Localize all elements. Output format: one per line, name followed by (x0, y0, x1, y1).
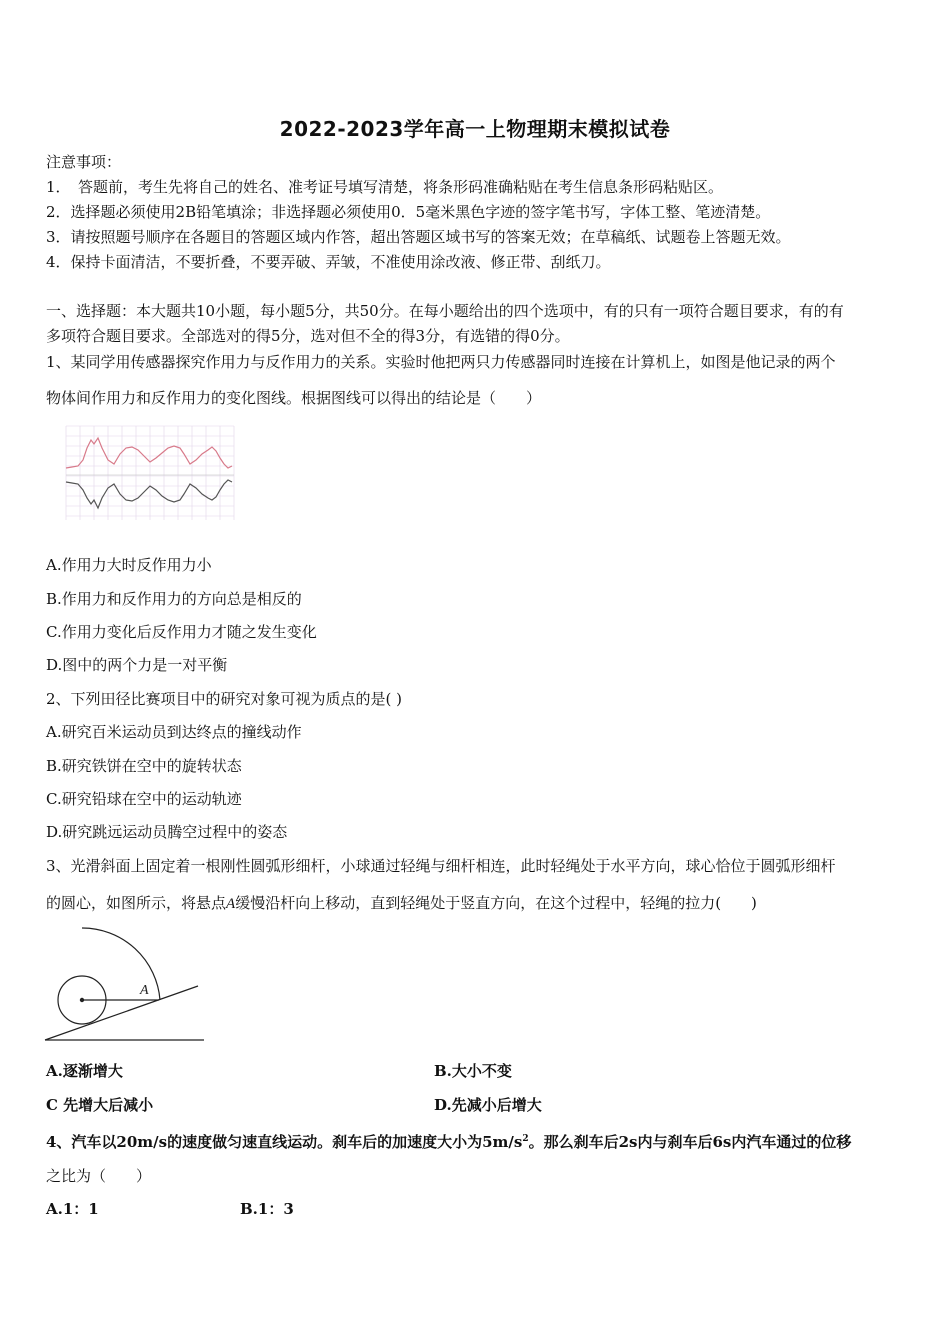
q3-option-b: B.大小不变 (434, 1062, 512, 1080)
q4-stem-part: 。那么刹车后2s内与刹车后6s内汽车通过的位移 (528, 1133, 852, 1151)
q1-option-b: B.作用力和反作用力的方向总是相反的 (46, 590, 302, 608)
question-2-stem: 2、下列田径比赛项目中的研究对象可视为质点的是( ) (46, 690, 403, 708)
q1-option-a: A.作用力大时反作用力小 (46, 556, 212, 574)
q2-option-b: B.研究铁饼在空中的旋转状态 (46, 757, 242, 775)
question-1-stem: 物体间作用力和反作用力的变化图线。根据图线可以得出的结论是（ ） (46, 389, 542, 407)
notice-item: 3．请按照题号顺序在各题目的答题区域内作答，超出答题区域书写的答案无效；在草稿纸、试题卷上答题无效。 (46, 228, 791, 246)
q3-stem-part: 缓慢沿杆向上移动，直到轻绳处于竖直方向，在这个过程中，轻绳的拉力( ) (235, 894, 757, 912)
q4-option-a: A.1：1 (46, 1200, 99, 1218)
q4-option-b: B.1：3 (240, 1200, 294, 1218)
notice-heading: 注意事项： (46, 153, 122, 171)
notice-item: 1． 答题前，考生先将自己的姓名、准考证号填写清楚，将条形码准确粘贴在考生信息条形码粘贴区。 (46, 178, 724, 196)
question-3-stem: 3、光滑斜面上固定着一根刚性圆弧形细杆，小球通过轻绳与细杆相连，此时轻绳处于水平方向，球心恰位于圆弧形细杆 (46, 857, 836, 875)
question-1-stem: 1、某同学用传感器探究作用力与反作用力的关系。实验时他把两只力传感器同时连接在计算机上，如图是他记录的两个 (46, 353, 836, 371)
section-intro-line: 一、选择题：本大题共10小题，每小题5分，共50分。在每小题给出的四个选项中，有的只有一项符合题目要求，有的有 (46, 302, 844, 320)
notice-item: 4．保持卡面清洁，不要折叠，不要弄破、弄皱，不准使用涂改液、修正带、刮纸刀。 (46, 253, 611, 271)
q3-option-d: D.先减小后增大 (434, 1096, 542, 1114)
point-a-label: A (140, 983, 149, 998)
question-3-stem (46, 893, 757, 914)
q2-option-d: D.研究跳远运动员腾空过程中的姿态 (46, 823, 288, 841)
question-4-stem: 之比为（ ） (46, 1167, 152, 1185)
notice-item: 2．选择题必须使用2B铅笔填涂；非选择题必须使用0．5毫米黑色字迹的签字笔书写，字体工整、笔迹清楚。 (46, 203, 771, 221)
q2-option-c: C.研究铅球在空中的运动轨迹 (46, 790, 242, 808)
force-graph-figure (56, 420, 246, 528)
section-intro-line: 多项符合题目要求。全部选对的得5分，选对但不全的得3分，有选错的得0分。 (46, 327, 570, 345)
q3-option-c: C 先增大后减小 (46, 1096, 154, 1114)
incline-arc-figure (42, 924, 212, 1046)
question-4-stem (46, 1129, 851, 1152)
q3-stem-part: 的圆心，如图所示，将悬点 (46, 894, 227, 912)
incline-line (45, 986, 198, 1040)
page-title: 2022-2023学年高一上物理期末模拟试卷 (279, 117, 671, 141)
q1-option-d: D.图中的两个力是一对平衡 (46, 656, 228, 674)
q3-option-a: A.逐渐增大 (46, 1062, 123, 1080)
q1-option-c: C.作用力变化后反作用力才随之发生变化 (46, 623, 317, 641)
q2-option-a: A.研究百米运动员到达终点的撞线动作 (46, 723, 302, 741)
q4-stem-part: 4、汽车以20m/s的速度做匀速直线运动。刹车后的加速度大小为5m/s (46, 1133, 523, 1151)
q4-exponent: 2 (522, 1134, 529, 1144)
q3-point-variable: A (226, 896, 236, 912)
